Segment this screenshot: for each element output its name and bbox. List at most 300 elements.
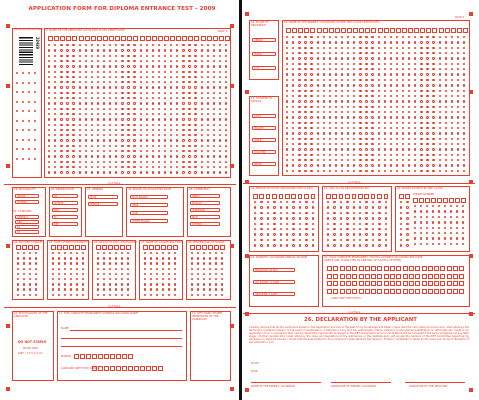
char-box[interactable] bbox=[440, 289, 445, 294]
bubble[interactable] bbox=[201, 118, 203, 120]
char-box[interactable] bbox=[347, 28, 352, 33]
bubble[interactable] bbox=[365, 63, 367, 65]
bubble[interactable] bbox=[60, 76, 62, 78]
bubble[interactable] bbox=[457, 100, 459, 102]
bubble[interactable] bbox=[127, 49, 129, 51]
bubble[interactable] bbox=[323, 106, 325, 108]
bubble[interactable] bbox=[353, 223, 355, 225]
char-box[interactable] bbox=[415, 281, 420, 286]
char-box[interactable] bbox=[272, 194, 277, 199]
char-box[interactable] bbox=[122, 366, 127, 371]
bubble[interactable] bbox=[385, 217, 387, 219]
char-box[interactable] bbox=[304, 28, 309, 33]
char-box[interactable] bbox=[396, 289, 401, 294]
bubble[interactable] bbox=[188, 166, 190, 168]
char-box[interactable] bbox=[422, 274, 427, 279]
bubble[interactable] bbox=[207, 171, 209, 173]
char-box[interactable] bbox=[447, 289, 452, 294]
bubble[interactable] bbox=[79, 55, 81, 57]
bubble[interactable] bbox=[439, 100, 441, 102]
bubble[interactable] bbox=[365, 148, 367, 150]
bubble[interactable] bbox=[329, 164, 331, 166]
bubble[interactable] bbox=[158, 124, 160, 126]
bubble[interactable] bbox=[346, 223, 348, 225]
bubble[interactable] bbox=[140, 118, 142, 120]
bubble[interactable] bbox=[66, 113, 68, 115]
bubble[interactable] bbox=[463, 148, 465, 150]
bubble[interactable] bbox=[164, 65, 166, 67]
char-box[interactable] bbox=[51, 245, 56, 250]
bubble[interactable] bbox=[127, 92, 129, 94]
char-box[interactable] bbox=[340, 266, 345, 271]
bubble[interactable] bbox=[146, 65, 148, 67]
bubble[interactable] bbox=[72, 65, 74, 67]
bubble[interactable] bbox=[194, 161, 196, 163]
bubble[interactable] bbox=[365, 206, 367, 208]
bubble[interactable] bbox=[182, 92, 184, 94]
bubble[interactable] bbox=[310, 90, 312, 92]
char-box[interactable] bbox=[399, 194, 404, 199]
bubble[interactable] bbox=[359, 170, 361, 172]
bubble[interactable] bbox=[60, 124, 62, 126]
bubble[interactable] bbox=[298, 154, 300, 156]
bubble[interactable] bbox=[310, 154, 312, 156]
bubble[interactable] bbox=[133, 92, 135, 94]
community-option-others[interactable]: OTHERS bbox=[190, 222, 220, 226]
bubble[interactable] bbox=[292, 217, 294, 219]
bubble[interactable] bbox=[219, 71, 221, 73]
bubble[interactable] bbox=[371, 116, 373, 118]
char-box[interactable] bbox=[346, 274, 351, 279]
community-option-christian[interactable]: CHRISTIAN bbox=[190, 208, 220, 212]
bubble[interactable] bbox=[260, 217, 262, 219]
char-box[interactable] bbox=[428, 281, 433, 286]
bubble[interactable] bbox=[439, 116, 441, 118]
bubble[interactable] bbox=[225, 65, 227, 67]
residence-option-urban[interactable]: URBAN bbox=[252, 38, 276, 42]
bubble[interactable] bbox=[152, 155, 154, 157]
bubble[interactable] bbox=[463, 116, 465, 118]
char-box[interactable] bbox=[371, 266, 376, 271]
bubble[interactable] bbox=[451, 57, 453, 59]
bubble[interactable] bbox=[317, 73, 319, 75]
bubble[interactable] bbox=[298, 90, 300, 92]
bubble[interactable] bbox=[194, 139, 196, 141]
bubble[interactable] bbox=[60, 145, 62, 147]
bubble[interactable] bbox=[85, 55, 87, 57]
char-box[interactable] bbox=[126, 245, 131, 250]
bubble[interactable] bbox=[79, 161, 81, 163]
bubble[interactable] bbox=[188, 171, 190, 173]
char-box[interactable] bbox=[359, 28, 364, 33]
bubble[interactable] bbox=[432, 73, 434, 75]
bubble[interactable] bbox=[310, 100, 312, 102]
bubble[interactable] bbox=[420, 148, 422, 150]
bubble[interactable] bbox=[66, 102, 68, 104]
school-option-govt[interactable]: GOVT bbox=[252, 114, 276, 118]
bubble[interactable] bbox=[371, 164, 373, 166]
bubble[interactable] bbox=[323, 100, 325, 102]
bubble[interactable] bbox=[378, 41, 380, 43]
char-box[interactable] bbox=[358, 194, 363, 199]
bubble[interactable] bbox=[127, 145, 129, 147]
char-box[interactable] bbox=[440, 274, 445, 279]
bubble[interactable] bbox=[273, 239, 275, 241]
bubble[interactable] bbox=[60, 49, 62, 51]
char-box[interactable] bbox=[352, 274, 357, 279]
char-box[interactable] bbox=[143, 245, 148, 250]
bubble[interactable] bbox=[97, 171, 99, 173]
bubble[interactable] bbox=[133, 71, 135, 73]
char-box[interactable] bbox=[346, 281, 351, 286]
bubble[interactable] bbox=[323, 57, 325, 59]
bubble[interactable] bbox=[201, 71, 203, 73]
bubble[interactable] bbox=[140, 102, 142, 104]
bubble[interactable] bbox=[140, 129, 142, 131]
char-box[interactable] bbox=[352, 289, 357, 294]
char-box[interactable] bbox=[431, 198, 436, 203]
bubble[interactable] bbox=[310, 148, 312, 150]
bubble[interactable] bbox=[385, 223, 387, 225]
bubble[interactable] bbox=[201, 49, 203, 51]
bubble[interactable] bbox=[323, 164, 325, 166]
char-box[interactable] bbox=[390, 266, 395, 271]
char-box[interactable] bbox=[449, 198, 454, 203]
bubble[interactable] bbox=[406, 212, 408, 214]
bubble[interactable] bbox=[267, 217, 269, 219]
bubble[interactable] bbox=[432, 41, 434, 43]
bubble[interactable] bbox=[384, 90, 386, 92]
char-box[interactable] bbox=[34, 245, 39, 250]
bubble[interactable] bbox=[402, 41, 404, 43]
char-box[interactable] bbox=[161, 245, 166, 250]
bubble[interactable] bbox=[121, 49, 123, 51]
char-box[interactable] bbox=[98, 354, 103, 359]
char-box[interactable] bbox=[365, 28, 370, 33]
bubble[interactable] bbox=[207, 102, 209, 104]
char-box[interactable] bbox=[396, 281, 401, 286]
bubble[interactable] bbox=[194, 124, 196, 126]
bubble[interactable] bbox=[213, 102, 215, 104]
bubble[interactable] bbox=[182, 60, 184, 62]
bubble[interactable] bbox=[146, 155, 148, 157]
bubble[interactable] bbox=[213, 161, 215, 163]
char-box[interactable] bbox=[346, 289, 351, 294]
bubble[interactable] bbox=[188, 76, 190, 78]
bubble[interactable] bbox=[378, 116, 380, 118]
bubble[interactable] bbox=[310, 79, 312, 81]
char-box[interactable] bbox=[92, 366, 97, 371]
char-box[interactable] bbox=[128, 354, 133, 359]
char-box[interactable] bbox=[86, 354, 91, 359]
char-box[interactable] bbox=[405, 194, 410, 199]
bubble[interactable] bbox=[182, 166, 184, 168]
bubble[interactable] bbox=[140, 108, 142, 110]
bubble[interactable] bbox=[213, 155, 215, 157]
bubble[interactable] bbox=[371, 170, 373, 172]
bubble[interactable] bbox=[305, 217, 307, 219]
char-box[interactable] bbox=[196, 245, 201, 250]
board-option-other[interactable]: OTHER BOARD bbox=[130, 219, 168, 223]
school-option-media[interactable]: MEDIA bbox=[252, 162, 276, 166]
bubble[interactable] bbox=[182, 118, 184, 120]
bubble[interactable] bbox=[66, 55, 68, 57]
bubble[interactable] bbox=[158, 102, 160, 104]
bubble[interactable] bbox=[439, 154, 441, 156]
bubble[interactable] bbox=[426, 79, 428, 81]
bubble[interactable] bbox=[164, 49, 166, 51]
bubble[interactable] bbox=[329, 106, 331, 108]
bubble[interactable] bbox=[371, 79, 373, 81]
bubble[interactable] bbox=[298, 84, 300, 86]
bubble[interactable] bbox=[335, 100, 337, 102]
bubble[interactable] bbox=[225, 155, 227, 157]
bubble[interactable] bbox=[91, 118, 93, 120]
bubble[interactable] bbox=[201, 171, 203, 173]
char-box[interactable] bbox=[384, 266, 389, 271]
bubble[interactable] bbox=[396, 116, 398, 118]
bubble[interactable] bbox=[463, 41, 465, 43]
char-box[interactable] bbox=[447, 281, 452, 286]
bubble[interactable] bbox=[219, 155, 221, 157]
bubble[interactable] bbox=[439, 138, 441, 140]
bubble[interactable] bbox=[341, 84, 343, 86]
bubble[interactable] bbox=[60, 171, 62, 173]
char-box[interactable] bbox=[170, 36, 175, 41]
bubble[interactable] bbox=[85, 49, 87, 51]
char-box[interactable] bbox=[403, 266, 408, 271]
bubble[interactable] bbox=[146, 108, 148, 110]
bubble[interactable] bbox=[312, 217, 314, 219]
char-box[interactable] bbox=[109, 36, 114, 41]
bubble[interactable] bbox=[341, 116, 343, 118]
bubble[interactable] bbox=[140, 145, 142, 147]
bubble[interactable] bbox=[267, 206, 269, 208]
bubble[interactable] bbox=[194, 118, 196, 120]
char-box[interactable] bbox=[332, 194, 337, 199]
bubble[interactable] bbox=[140, 139, 142, 141]
bubble[interactable] bbox=[310, 170, 312, 172]
bubble[interactable] bbox=[372, 233, 374, 235]
bubble[interactable] bbox=[426, 84, 428, 86]
bubble[interactable] bbox=[152, 49, 154, 51]
bubble[interactable] bbox=[310, 132, 312, 134]
bubble[interactable] bbox=[158, 155, 160, 157]
bubble[interactable] bbox=[353, 233, 355, 235]
bubble[interactable] bbox=[273, 223, 275, 225]
applicant-signature-line[interactable] bbox=[405, 382, 465, 383]
bubble[interactable] bbox=[305, 244, 307, 246]
gender-option-female[interactable]: FEMALE bbox=[88, 202, 118, 206]
bubble[interactable] bbox=[213, 139, 215, 141]
bubble[interactable] bbox=[439, 63, 441, 65]
category-option-st[interactable]: ST bbox=[15, 230, 39, 234]
bubble[interactable] bbox=[72, 86, 74, 88]
bubble[interactable] bbox=[188, 49, 190, 51]
bubble[interactable] bbox=[390, 106, 392, 108]
char-box[interactable] bbox=[428, 266, 433, 271]
bubble[interactable] bbox=[85, 118, 87, 120]
school-option-coached[interactable]: COACHED bbox=[252, 150, 276, 154]
bubble[interactable] bbox=[298, 170, 300, 172]
bubble[interactable] bbox=[445, 100, 447, 102]
bubble[interactable] bbox=[353, 244, 355, 246]
bubble[interactable] bbox=[207, 145, 209, 147]
bubble[interactable] bbox=[133, 139, 135, 141]
bubble[interactable] bbox=[304, 170, 306, 172]
char-box[interactable] bbox=[422, 266, 427, 271]
bubble[interactable] bbox=[420, 111, 422, 113]
bubble[interactable] bbox=[194, 49, 196, 51]
bubble[interactable] bbox=[406, 217, 408, 219]
reservation-option-ff[interactable]: FF bbox=[52, 215, 78, 219]
char-box[interactable] bbox=[408, 28, 413, 33]
bubble[interactable] bbox=[140, 76, 142, 78]
bubble[interactable] bbox=[133, 145, 135, 147]
bubble[interactable] bbox=[312, 206, 314, 208]
bubble[interactable] bbox=[121, 124, 123, 126]
char-box[interactable] bbox=[48, 36, 53, 41]
bubble[interactable] bbox=[273, 212, 275, 214]
char-box[interactable] bbox=[384, 28, 389, 33]
char-box[interactable] bbox=[108, 245, 113, 250]
bubble[interactable] bbox=[304, 90, 306, 92]
bubble[interactable] bbox=[298, 132, 300, 134]
bubble[interactable] bbox=[133, 55, 135, 57]
bubble[interactable] bbox=[310, 47, 312, 49]
bubble[interactable] bbox=[207, 161, 209, 163]
bubble[interactable] bbox=[127, 102, 129, 104]
char-box[interactable] bbox=[133, 36, 138, 41]
bubble[interactable] bbox=[317, 90, 319, 92]
char-box[interactable] bbox=[439, 28, 444, 33]
bubble[interactable] bbox=[384, 47, 386, 49]
bubble[interactable] bbox=[194, 129, 196, 131]
bubble[interactable] bbox=[304, 95, 306, 97]
bubble[interactable] bbox=[384, 122, 386, 124]
bubble[interactable] bbox=[390, 90, 392, 92]
bubble[interactable] bbox=[359, 63, 361, 65]
bubble[interactable] bbox=[439, 41, 441, 43]
bubble[interactable] bbox=[60, 161, 62, 163]
bubble[interactable] bbox=[323, 132, 325, 134]
bubble[interactable] bbox=[346, 233, 348, 235]
bubble[interactable] bbox=[323, 41, 325, 43]
bubble[interactable] bbox=[317, 132, 319, 134]
bubble[interactable] bbox=[97, 71, 99, 73]
char-box[interactable] bbox=[352, 194, 357, 199]
bubble[interactable] bbox=[219, 49, 221, 51]
bubble[interactable] bbox=[60, 102, 62, 104]
char-box[interactable] bbox=[158, 366, 163, 371]
bubble[interactable] bbox=[127, 155, 129, 157]
bubble[interactable] bbox=[378, 206, 380, 208]
bubble[interactable] bbox=[457, 148, 459, 150]
bubble[interactable] bbox=[426, 47, 428, 49]
char-box[interactable] bbox=[365, 274, 370, 279]
bubble[interactable] bbox=[378, 79, 380, 81]
bubble[interactable] bbox=[333, 244, 335, 246]
bubble[interactable] bbox=[384, 100, 386, 102]
bubble[interactable] bbox=[133, 49, 135, 51]
char-box[interactable] bbox=[335, 28, 340, 33]
bubble[interactable] bbox=[378, 223, 380, 225]
bubble[interactable] bbox=[158, 65, 160, 67]
bubble[interactable] bbox=[66, 166, 68, 168]
bubble[interactable] bbox=[146, 71, 148, 73]
bubble[interactable] bbox=[335, 132, 337, 134]
bubble[interactable] bbox=[103, 171, 105, 173]
bubble[interactable] bbox=[457, 116, 459, 118]
char-box[interactable] bbox=[447, 274, 452, 279]
bubble[interactable] bbox=[91, 155, 93, 157]
bubble[interactable] bbox=[310, 138, 312, 140]
char-box[interactable] bbox=[259, 194, 264, 199]
bubble[interactable] bbox=[72, 171, 74, 173]
bubble[interactable] bbox=[79, 65, 81, 67]
char-box[interactable] bbox=[102, 245, 107, 250]
bubble[interactable] bbox=[426, 164, 428, 166]
char-box[interactable] bbox=[341, 28, 346, 33]
bubble[interactable] bbox=[359, 132, 361, 134]
bubble[interactable] bbox=[188, 124, 190, 126]
bubble[interactable] bbox=[445, 84, 447, 86]
bubble[interactable] bbox=[451, 73, 453, 75]
bubble[interactable] bbox=[91, 65, 93, 67]
bubble[interactable] bbox=[133, 86, 135, 88]
bubble[interactable] bbox=[378, 132, 380, 134]
char-box[interactable] bbox=[285, 194, 290, 199]
bubble[interactable] bbox=[146, 118, 148, 120]
bubble[interactable] bbox=[335, 164, 337, 166]
bubble[interactable] bbox=[146, 139, 148, 141]
bubble[interactable] bbox=[451, 116, 453, 118]
bubble[interactable] bbox=[194, 145, 196, 147]
bubble[interactable] bbox=[66, 118, 68, 120]
bubble[interactable] bbox=[182, 129, 184, 131]
bubble[interactable] bbox=[378, 122, 380, 124]
bubble[interactable] bbox=[298, 138, 300, 140]
char-box[interactable] bbox=[409, 289, 414, 294]
bubble[interactable] bbox=[146, 55, 148, 57]
char-box[interactable] bbox=[92, 354, 97, 359]
bubble[interactable] bbox=[121, 108, 123, 110]
bubble[interactable] bbox=[194, 102, 196, 104]
bubble[interactable] bbox=[194, 71, 196, 73]
bubble[interactable] bbox=[335, 90, 337, 92]
school-option-private[interactable]: PRIVATE bbox=[252, 126, 276, 130]
char-box[interactable] bbox=[298, 28, 303, 33]
bubble[interactable] bbox=[219, 124, 221, 126]
bubble[interactable] bbox=[329, 138, 331, 140]
bubble[interactable] bbox=[182, 55, 184, 57]
bubble[interactable] bbox=[432, 122, 434, 124]
bubble[interactable] bbox=[201, 65, 203, 67]
char-box[interactable] bbox=[390, 28, 395, 33]
bubble[interactable] bbox=[60, 71, 62, 73]
char-box[interactable] bbox=[219, 36, 224, 41]
bubble[interactable] bbox=[384, 132, 386, 134]
bubble[interactable] bbox=[439, 106, 441, 108]
bubble[interactable] bbox=[390, 148, 392, 150]
char-box[interactable] bbox=[327, 281, 332, 286]
bubble[interactable] bbox=[420, 122, 422, 124]
bubble[interactable] bbox=[359, 57, 361, 59]
bubble[interactable] bbox=[213, 171, 215, 173]
char-box[interactable] bbox=[128, 366, 133, 371]
bubble[interactable] bbox=[66, 60, 68, 62]
bubble[interactable] bbox=[420, 138, 422, 140]
